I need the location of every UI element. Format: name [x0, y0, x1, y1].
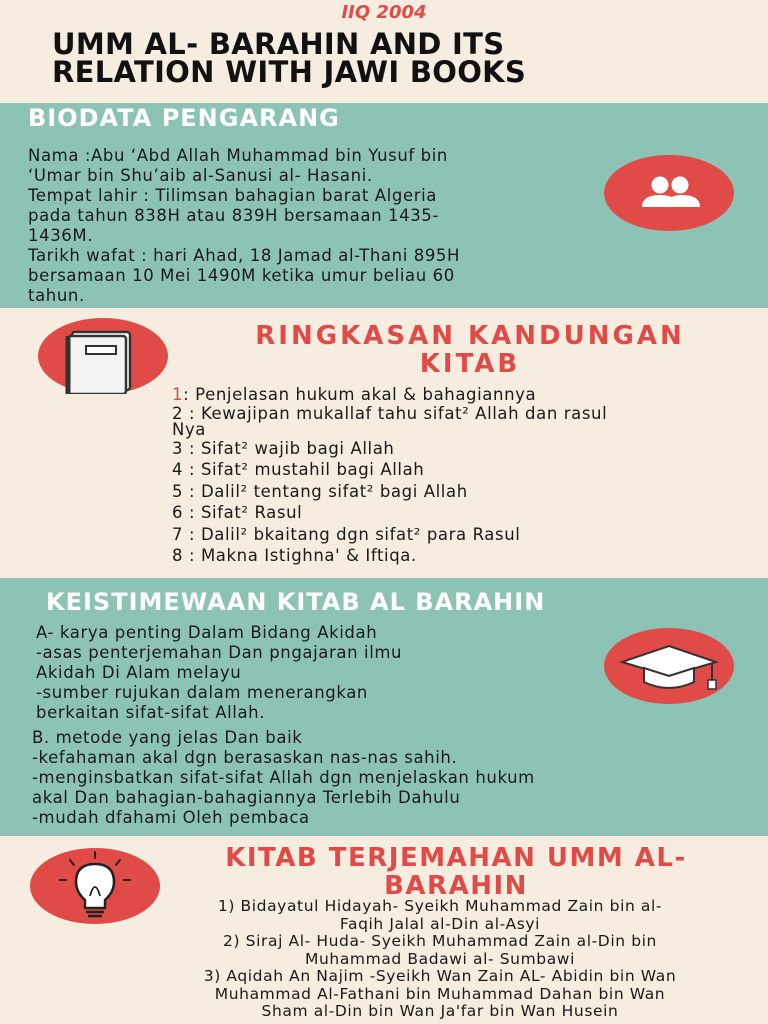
item-number: 8	[172, 546, 184, 565]
biodata-line: Nama :Abu ‘Abd Allah Muhammad bin Yusuf bin	[28, 146, 448, 165]
item-number: 5	[172, 481, 184, 501]
translation-line: Muhammad Badawi al- Sumbawi	[305, 949, 575, 968]
terjemahan-list	[120, 898, 760, 1021]
users-icon	[604, 155, 734, 231]
title-line-2: RELATION WITH JAWI BOOKS	[52, 55, 527, 89]
item-text: : Dalil² bkaitang dgn sifat² para Rasul	[183, 524, 521, 544]
biodata-line: pada tahun 838H atau 839H bersamaan 1435-	[28, 206, 439, 225]
feature-line: Akidah Di Alam melayu	[36, 663, 242, 682]
biodata-text	[28, 146, 460, 306]
biodata-line: 1436M.	[28, 226, 94, 245]
list-item-continuation: Nya	[172, 419, 207, 439]
feature-line: A- karya penting Dalam Bidang Akidah	[36, 623, 378, 642]
item-number: 6	[172, 503, 184, 522]
list-item	[172, 384, 607, 406]
item-number: 1	[172, 385, 184, 404]
feature-line: B. metode yang jelas Dan baik	[32, 728, 303, 747]
ringkasan-heading	[180, 322, 760, 378]
translation-line: 3) Aqidah An Najim -Syeikh Wan Zain AL- Abidin bin Wan	[203, 967, 677, 985]
terjemahan-heading	[136, 844, 768, 900]
item-text: : Sifat² Rasul	[183, 503, 303, 522]
biodata-line: bersamaan 10 Mei 1490M ketika umur beliau 60	[28, 266, 455, 285]
item-number: 3	[172, 438, 184, 458]
feature-line: akal Dan bahagian-bahagiannya Terlebih Dahulu	[32, 788, 461, 807]
item-text: : Dalil² tentang sifat² bagi Allah	[183, 481, 468, 501]
biodata-heading: BIODATA PENGARANG	[28, 104, 340, 132]
biodata-line: ‘Umar bin Shu’aib al-Sanusi al- Hasani.	[28, 166, 373, 185]
list-item	[172, 524, 607, 546]
feature-line: -mudah dfahami Oleh pembaca	[32, 808, 310, 827]
list-item	[172, 481, 607, 503]
event-tag: IIQ 2004	[341, 2, 427, 23]
page-title	[52, 27, 752, 89]
item-text: : Sifat² wajib bagi Allah	[183, 438, 395, 458]
feature-line: -kefahaman akal dgn berasaskan nas-nas sahih.	[32, 748, 458, 767]
translation-line: Faqih Jalal al-Din al-Asyi	[339, 914, 541, 933]
list-item	[172, 403, 608, 423]
keistimewaan-part-a	[36, 623, 402, 723]
translation-line: Muhammad Al-Fathani bin Muhammad Dahan bin Wan	[214, 984, 666, 1003]
list-item	[172, 438, 607, 460]
translation-line: 1) Bidayatul Hidayah- Syeikh Muhammad Zain bin al-	[217, 897, 663, 915]
item-number: 7	[172, 524, 184, 544]
item-number: 4	[172, 460, 184, 479]
graduation-cap-icon	[604, 628, 734, 704]
title-line-1: UMM AL- BARAHIN AND ITS	[52, 27, 505, 61]
item-number: 2	[172, 403, 184, 423]
translation-line: Sham al-Din bin Wan Ja'far bin Wan Husein	[261, 1002, 619, 1020]
feature-line: -asas penterjemahan Dan pngajaran ilmu	[36, 643, 403, 662]
book-icon	[38, 318, 168, 394]
feature-line: berkaitan sifat-sifat Allah.	[36, 703, 266, 722]
item-text: : Makna Istighna' & Iftiqa.	[183, 546, 417, 565]
keistimewaan-heading: KEISTIMEWAAN KITAB AL BARAHIN	[46, 588, 546, 616]
item-text: : Penjelasan hukum akal & bahagiannya	[183, 385, 537, 404]
list-item	[172, 545, 607, 567]
list-item	[172, 502, 607, 524]
ringkasan-heading-line: KITAB	[419, 349, 521, 379]
feature-line: -sumber rujukan dalam menerangkan	[36, 683, 368, 702]
item-text: : Kewajipan mukallaf tahu sifat² Allah dan rasul	[183, 403, 608, 423]
keistimewaan-part-b	[32, 728, 535, 828]
biodata-line: tahun.	[28, 286, 85, 305]
ringkasan-list	[172, 384, 607, 567]
feature-line: -menginsbatkan sifat-sifat Allah dgn menjelaskan hukum	[32, 768, 535, 787]
terjemahan-heading-line: BARAHIN	[384, 871, 528, 901]
item-text: : Sifat² mustahil bagi Allah	[183, 460, 425, 479]
terjemahan-heading-line: KITAB TERJEMAHAN UMM AL-	[225, 843, 687, 873]
biodata-line: Tarikh wafat : hari Ahad, 18 Jamad al-Thani 895H	[28, 246, 461, 265]
translation-line: 2) Siraj Al- Huda- Syeikh Muhammad Zain al-Din bin	[223, 932, 657, 950]
ringkasan-heading-line: RINGKASAN KANDUNGAN	[255, 321, 685, 351]
biodata-line: Tempat lahir : Tilimsan bahagian barat Algeria	[28, 186, 437, 205]
list-item	[172, 459, 607, 481]
